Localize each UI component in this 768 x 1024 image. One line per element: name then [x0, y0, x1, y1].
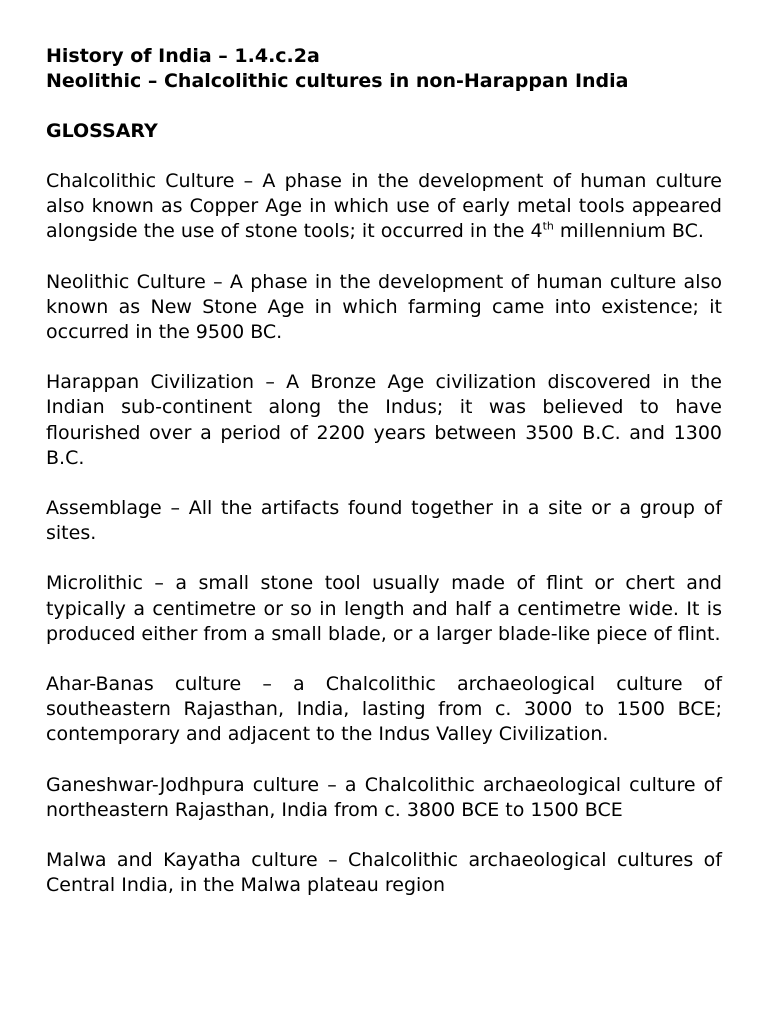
- entry-text: Chalcolithic Culture – A phase in the development of human culture also known as Copper Age in which use of early metal tools appeared alongside the use of stone tools; it occurred in the 4: [46, 170, 722, 243]
- glossary-entry-ahar-banas: Ahar-Banas culture – a Chalcolithic archaeological culture of southeastern Rajasthan, India, lasting from c. 3000 to 1500 BCE; contemporary and adjacent to the Indus Valley Civilization.: [46, 673, 722, 746]
- glossary-entry-neolithic: Neolithic Culture – A phase in the development of human culture also known as New Stone Age in which farming came into existence; it occurred in the 9500 BC.: [46, 270, 722, 344]
- entry-text-end: millennium BC.: [553, 220, 704, 243]
- document-subtitle: Neolithic – Chalcolithic cultures in non-Harappan India: [46, 70, 629, 92]
- glossary-entry-ganeshwar-jodhpura: Ganeshwar-Jodhpura culture – a Chalcolithic archaeological culture of northeastern Rajasthan, India from c. 3800 BCE to 1500 BCE: [46, 773, 722, 821]
- glossary-entry-harappan: Harappan Civilization – A Bronze Age civilization discovered in the Indian sub-continent along the Indus; it was believed to have flourished over a period of 2200 years between 3500 B.C. and 1300 B.C.: [46, 371, 722, 469]
- glossary-heading: GLOSSARY: [46, 120, 158, 142]
- glossary-entry-malwa-kayatha: Malwa and Kayatha culture – Chalcolithic archaeological cultures of Central India, in the Malwa plateau region: [46, 849, 722, 897]
- ordinal-suffix: th: [542, 220, 554, 234]
- glossary-entry-assemblage: Assemblage – All the artifacts found together in a site or a group of sites.: [46, 497, 722, 545]
- document-title: History of India – 1.4.c.2a: [46, 45, 320, 67]
- glossary-entry-chalcolithic: [46, 169, 722, 245]
- document-page: [46, 44, 722, 898]
- glossary-entry-microlithic: Microlithic – a small stone tool usually made of flint or chert and typically a centimetre or so in length and half a centimetre wide. It is produced either from a small blade, or a larger blade-like piece of flint.: [46, 572, 722, 645]
